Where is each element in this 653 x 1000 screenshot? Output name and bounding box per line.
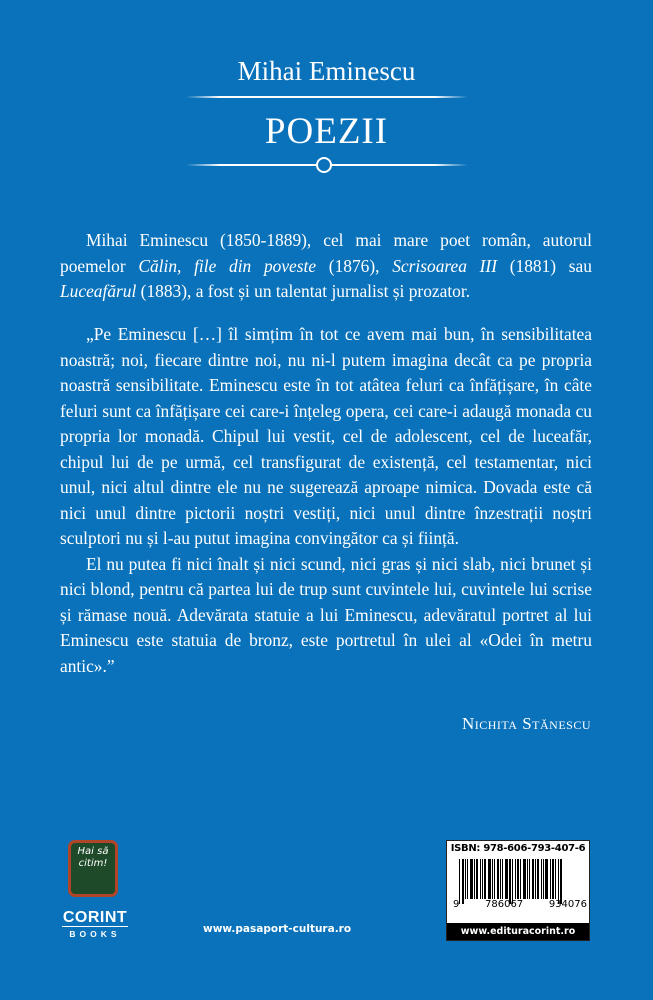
publisher-logo-top: CORINT xyxy=(62,909,128,926)
barcode-bar xyxy=(517,859,519,899)
campaign-logo-text: Hai să citim! xyxy=(77,846,109,869)
barcode-bar xyxy=(476,859,478,899)
work-title: Călin, file din poveste xyxy=(138,255,317,276)
barcode-bar xyxy=(494,859,495,899)
publisher-logo-bottom: BOOKS xyxy=(69,929,121,939)
barcode-bar xyxy=(470,859,473,899)
barcode-bar xyxy=(465,859,466,899)
quote-block xyxy=(60,322,592,679)
barcode-bar xyxy=(480,859,481,899)
barcode-bar xyxy=(552,859,554,899)
barcode-bar xyxy=(500,859,501,899)
work-title: Scrisoarea III xyxy=(392,255,498,276)
work-title: Luceafărul xyxy=(60,281,137,301)
hai-sa-citim-logo xyxy=(68,840,118,897)
barcode-bar xyxy=(520,859,521,899)
quote-signature: Nichita Stănescu xyxy=(461,714,591,733)
quote-paragraph-2: El nu putea fi nici înalt și nici scund, nici gras și nici slab, nici brunet și nici blond, pentru că partea lui de trup sunt cuvintele lui, cuvintele lui scrise și rămase nouă. Adevărata statuie a lui Eminescu, adevăratul portret al lui Eminescu este statuia de bronz, este portretul în ulei al «Odei în metru antic».” xyxy=(60,553,592,676)
publisher-website: www.edituracorint.ro xyxy=(447,923,589,940)
isbn-barcode-box xyxy=(446,840,590,941)
barcode-bar xyxy=(505,859,508,899)
barcode-bar xyxy=(541,859,542,899)
quote-paragraph-1: „Pe Eminescu […] îl simțim în tot ce avem mai bun, în sensibilitatea noastră; noi, fiecare dintre noi, nu ni-l putem imagina decât ca pe propria noastră sensibilitate. Eminescu este în tot atâtea feluri ca înfățișare, în câte feluri sunt ca înfățișare cei care-i înțeleg opera, cei care-i adaugă monada cu propria lor monadă. Chipul lui vestit, cel de adolescent, cel de luceafăr, chipul lui de pe urmă, cel transfigurat de existență, cel testamentar, nici unul, nici altul dintre ele nu ne sugerează aproape nimica. Dovada este că nici unul dintre pictorii noștri vestiți, nici unul dintre înzestrații noștri sculptori nu și l-au putut imagina convingător ca și ființă. xyxy=(60,324,592,548)
barcode-bar xyxy=(484,859,486,899)
intro-paragraph xyxy=(60,228,592,305)
isbn-label: ISBN: 978-606-793-407-6 xyxy=(450,843,586,854)
intro-text-segment: (1883), a fost și un talentat jurnalist și prozator. xyxy=(136,281,471,301)
author-name: Mihai Eminescu xyxy=(237,56,416,86)
barcode-bar xyxy=(535,859,536,899)
barcode-bar xyxy=(488,859,491,899)
book-title: POEZII xyxy=(264,111,389,152)
barcode-bar xyxy=(497,859,499,899)
barcode-bar xyxy=(523,859,526,899)
barcode-bar xyxy=(529,859,530,899)
intro-text-segment: (1876), xyxy=(316,255,393,276)
barcode-bar xyxy=(560,859,562,904)
barcode-bar xyxy=(532,859,534,899)
intro-text xyxy=(60,228,592,305)
campaign-website: www.pasaport-cultura.ro xyxy=(203,923,352,935)
barcode-bar xyxy=(459,859,460,904)
barcode-bar xyxy=(543,859,544,899)
divider-line xyxy=(186,96,468,98)
barcode-bar xyxy=(482,859,483,899)
barcode-bar xyxy=(509,859,511,904)
barcode-digit-group: 934076 xyxy=(548,899,587,910)
barcode-bar xyxy=(558,859,559,904)
circle-ornament-icon xyxy=(316,157,332,173)
barcode-bar xyxy=(527,859,528,899)
barcode-bar xyxy=(512,859,513,904)
barcode-bar xyxy=(462,859,464,904)
barcode-bar xyxy=(545,859,548,899)
barcode-bar xyxy=(492,859,493,899)
barcode-bar xyxy=(555,859,556,899)
corint-books-logo xyxy=(62,910,128,939)
intro-text-segment: (1881) sau xyxy=(497,255,592,276)
barcode-bar xyxy=(474,859,475,899)
barcode-bar xyxy=(550,859,551,899)
barcode-digits xyxy=(453,899,587,910)
barcode-bar xyxy=(467,859,468,899)
barcode-digit-group: 786067 xyxy=(485,899,524,910)
intro-text-segment: Mihai Eminescu (1850-1889), cel mai mare poet român, autorul poemelor xyxy=(60,230,592,276)
barcode-digit-group: 9 xyxy=(453,899,460,910)
barcode-bar xyxy=(502,859,503,899)
barcode-bar xyxy=(537,859,539,899)
barcode-icon xyxy=(459,859,581,904)
barcode-bar xyxy=(515,859,516,899)
